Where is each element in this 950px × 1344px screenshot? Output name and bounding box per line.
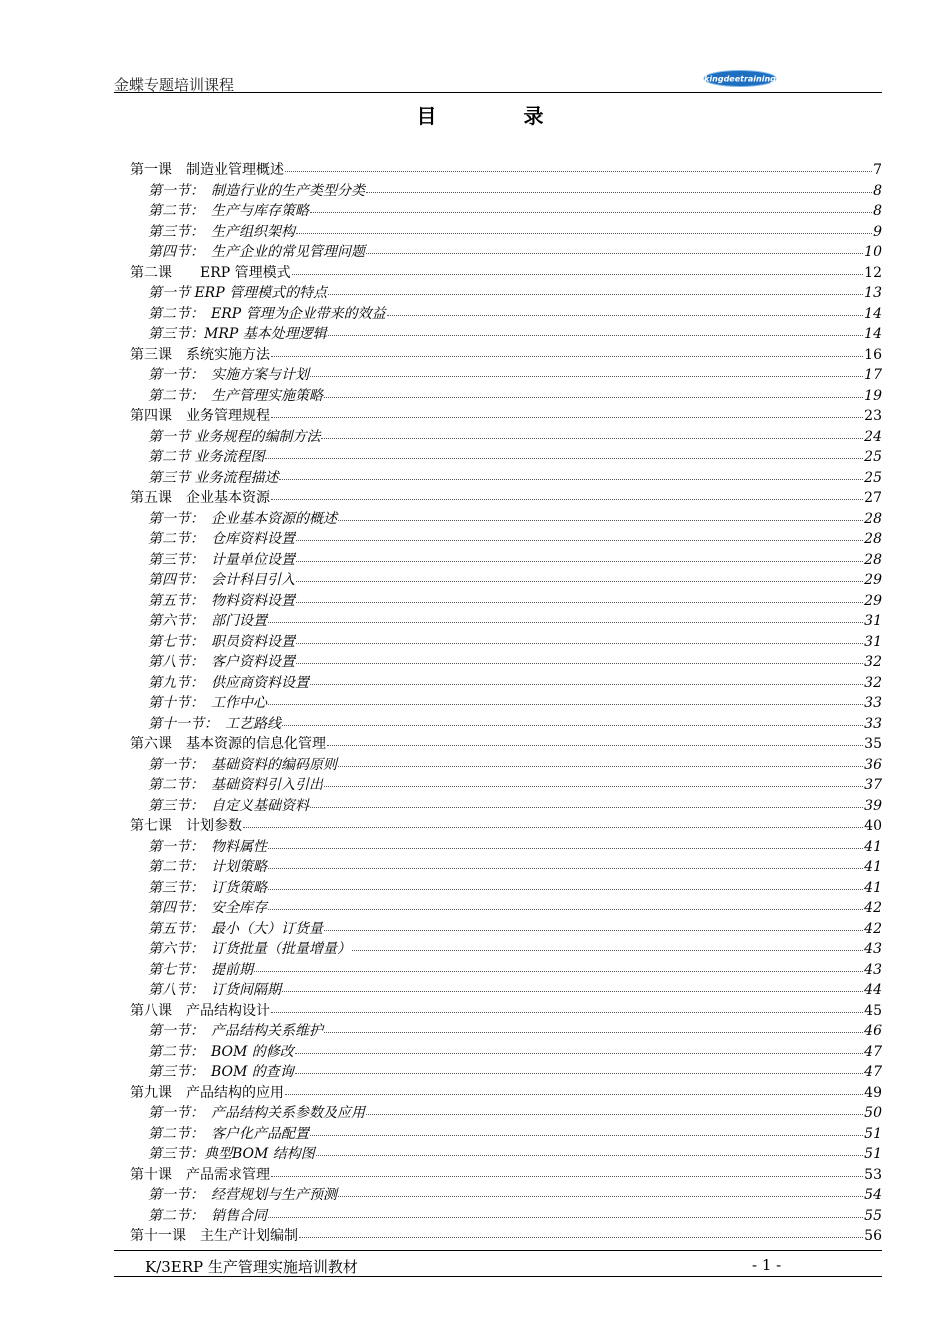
toc-entry-page: 33: [864, 715, 882, 732]
toc-entry-label: 第十一节： 工艺路线: [148, 715, 281, 732]
toc-dot-leader: [268, 1216, 863, 1218]
toc-dot-leader: [321, 437, 863, 439]
toc-dot-leader: [338, 765, 863, 767]
toc-entry-label: 第二节： BOM 的修改: [148, 1043, 294, 1060]
toc-dot-leader: [310, 683, 863, 685]
toc-dot-leader: [268, 888, 863, 890]
toc-entry-page: 54: [864, 1187, 882, 1203]
toc-entry-label: 第一节： 企业基本资源的概述: [148, 510, 337, 527]
toc-dot-leader: [271, 1175, 863, 1177]
toc-section-entry[interactable]: [130, 1021, 882, 1042]
toc-section-entry[interactable]: [130, 304, 882, 325]
toc-dot-leader: [282, 990, 863, 992]
toc-section-entry[interactable]: [130, 1042, 882, 1063]
footer-page-number: - 1 -: [752, 1256, 782, 1274]
toc-entry-page: 47: [864, 1043, 882, 1060]
toc-entry-page: 14: [864, 326, 882, 342]
toc-entry-page: 17: [864, 367, 882, 383]
toc-dot-leader: [310, 806, 863, 808]
toc-dot-leader: [324, 396, 863, 398]
footer-book-title: K/3ERP 生产管理实施培训教材: [145, 1258, 358, 1276]
toc-entry-page: 7: [873, 162, 882, 178]
toc-entry-page: 47: [864, 1064, 882, 1080]
toc-entry-label: 第七课 计划参数: [130, 818, 242, 834]
toc-dot-leader: [282, 724, 863, 726]
toc-dot-leader: [296, 580, 863, 582]
toc-section-entry[interactable]: [130, 693, 882, 714]
toc-entry-page: 56: [864, 1228, 882, 1244]
toc-entry-label: 第一节： 基础资料的编码原则: [148, 756, 337, 773]
toc-entry-label: 第二节： 计划策略: [148, 859, 267, 875]
toc-section-entry[interactable]: [130, 1103, 882, 1124]
toc-entry-label: 第七节： 提前期: [148, 961, 253, 978]
toc-dot-leader: [299, 1236, 863, 1238]
toc-section-entry[interactable]: [130, 509, 882, 530]
toc-dot-leader: [268, 867, 863, 869]
toc-entry-label: 第十一课 主生产计划编制: [130, 1228, 298, 1244]
toc-dot-leader: [271, 498, 863, 500]
toc-entry-label: 第一节： 制造行业的生产类型分类: [148, 182, 365, 199]
toc-dot-leader: [268, 621, 863, 623]
toc-entry-label: 第九节： 供应商资料设置: [148, 674, 309, 691]
toc-entry-page: 25: [864, 449, 882, 465]
toc-entry-label: 第二节 业务流程图: [148, 449, 265, 465]
toc-entry-label: 第六节： 订货批量（批量增量）: [148, 941, 351, 957]
toc-entry-label: 第一节： 物料属性: [148, 838, 267, 855]
toc-section-entry[interactable]: [130, 714, 882, 735]
toc-dot-leader: [316, 1154, 863, 1156]
toc-dot-leader: [338, 1195, 863, 1197]
toc-entry-page: 44: [864, 982, 882, 998]
toc-section-entry[interactable]: [130, 324, 882, 345]
toc-entry-label: 第二节： 基础资料引入引出: [148, 777, 323, 793]
toc-entry-label: 第二节： 仓库资料设置: [148, 531, 295, 547]
toc-entry-page: 32: [864, 654, 882, 670]
toc-entry-page: 8: [873, 203, 882, 219]
toc-section-entry[interactable]: [130, 980, 882, 1001]
toc-section-entry[interactable]: [130, 529, 882, 550]
toc-entry-label: 第一节： 产品结构关系维护: [148, 1023, 323, 1039]
toc-dot-leader: [366, 252, 863, 254]
toc-entry-page: 50: [864, 1105, 882, 1121]
toc-dot-leader: [310, 1134, 863, 1136]
toc-entry-page: 51: [864, 1146, 882, 1162]
toc-entry-page: 55: [864, 1207, 882, 1224]
toc-entry-label: 第三节 业务流程描述: [148, 469, 279, 486]
toc-dot-leader: [338, 519, 863, 521]
toc-entry-label: 第三节： BOM 的查询: [148, 1064, 294, 1080]
toc-chapter-entry[interactable]: [130, 345, 882, 366]
toc-section-entry[interactable]: [130, 1124, 882, 1145]
toc-section-entry[interactable]: [130, 1062, 882, 1083]
toc-entry-page: 42: [864, 920, 882, 937]
toc-section-entry[interactable]: [130, 1206, 882, 1227]
toc-entry-label: 第一节 ERP 管理模式的特点: [148, 285, 328, 301]
toc-entry-page: 39: [864, 797, 882, 814]
toc-entry-page: 25: [864, 469, 882, 486]
toc-section-entry[interactable]: [130, 632, 882, 653]
toc-entry-page: 45: [864, 1002, 882, 1019]
toc-dot-leader: [271, 1011, 863, 1013]
toc-dot-leader: [366, 1113, 863, 1115]
toc-entry-label: 第二节： 销售合同: [148, 1207, 267, 1224]
toc-section-entry[interactable]: [130, 857, 882, 878]
toc-entry-label: 第一节： 经营规划与生产预测: [148, 1187, 337, 1203]
toc-section-entry[interactable]: [130, 837, 882, 858]
toc-section-entry[interactable]: [130, 1185, 882, 1206]
toc-section-entry[interactable]: [130, 468, 882, 489]
toc-section-entry[interactable]: [130, 775, 882, 796]
toc-entry-page: 31: [864, 613, 882, 629]
toc-entry-page: 8: [873, 182, 882, 199]
toc-entry-page: 41: [864, 859, 882, 875]
toc-section-entry[interactable]: [130, 611, 882, 632]
toc-entry-page: 33: [864, 695, 882, 711]
toc-section-entry[interactable]: [130, 591, 882, 612]
toc-section-entry[interactable]: [130, 222, 882, 243]
toc-dot-leader: [268, 703, 863, 705]
toc-entry-page: 14: [864, 305, 882, 322]
header-course-title: 金蝶专题培训课程: [114, 76, 235, 94]
toc-section-entry[interactable]: [130, 550, 882, 571]
toc-entry-page: 36: [864, 756, 882, 773]
toc-dot-leader: [328, 293, 863, 295]
toc-section-entry[interactable]: [130, 201, 882, 222]
toc-entry-page: 16: [864, 346, 882, 363]
toc-dot-leader: [279, 478, 863, 480]
toc-section-entry[interactable]: [130, 242, 882, 263]
toc-entry-page: 23: [864, 408, 882, 424]
toc-section-entry[interactable]: [130, 919, 882, 940]
toc-entry-label: 第八节： 订货间隔期: [148, 982, 281, 998]
toc-entry-label: 第五课 企业基本资源: [130, 490, 270, 506]
toc-chapter-entry[interactable]: [130, 406, 882, 427]
toc-section-entry[interactable]: [130, 283, 882, 304]
toc-section-entry[interactable]: [130, 755, 882, 776]
toc-entry-page: 40: [864, 818, 882, 834]
toc-entry-label: 第三节： 订货策略: [148, 879, 267, 896]
toc-entry-label: 第二节： 生产与库存策略: [148, 203, 309, 219]
toc-entry-label: 第四节： 安全库存: [148, 900, 267, 916]
toc-section-entry[interactable]: [130, 181, 882, 202]
toc-dot-leader: [285, 1093, 863, 1095]
toc-dot-leader: [310, 375, 863, 377]
toc-entry-label: 第三课 系统实施方法: [130, 346, 270, 363]
toc-entry-label: 第五节： 最小（大）订货量: [148, 920, 323, 937]
kingdee-logo: [703, 69, 777, 88]
toc-entry-label: 第一节 业务规程的编制方法: [148, 428, 321, 445]
toc-section-entry[interactable]: [130, 1144, 882, 1165]
toc-chapter-entry[interactable]: [130, 1001, 882, 1022]
toc-entry-label: 第九课 产品结构的应用: [130, 1084, 284, 1101]
toc-dot-leader: [352, 949, 863, 951]
toc-dot-leader: [271, 355, 863, 357]
toc-dot-leader: [296, 642, 863, 644]
toc-entry-label: 第八节： 客户资料设置: [148, 654, 295, 670]
toc-entry-label: 第三节： 计量单位设置: [148, 551, 295, 568]
toc-section-entry[interactable]: [130, 939, 882, 960]
toc-entry-page: 43: [864, 961, 882, 978]
table-of-contents: [130, 160, 882, 1247]
toc-entry-label: 第二节： ERP 管理为企业带来的效益: [148, 305, 386, 322]
toc-dot-leader: [268, 908, 863, 910]
toc-chapter-entry[interactable]: [130, 160, 882, 181]
footer-divider: [114, 1250, 882, 1251]
toc-entry-page: 37: [864, 777, 882, 793]
toc-entry-page: 43: [864, 941, 882, 957]
toc-entry-page: 13: [864, 285, 882, 301]
toc-entry-page: 49: [864, 1084, 882, 1101]
toc-entry-label: 第一节： 实施方案与计划: [148, 367, 309, 383]
toc-dot-leader: [327, 744, 863, 746]
toc-entry-page: 29: [864, 592, 882, 609]
toc-entry-page: 35: [864, 736, 882, 752]
toc-dot-leader: [292, 273, 864, 275]
toc-entry-label: 第四节： 会计科目引入: [148, 572, 295, 588]
toc-entry-page: 31: [864, 633, 882, 650]
toc-dot-leader: [387, 314, 864, 316]
toc-entry-label: 第三节：典型BOM 结构图: [148, 1146, 315, 1162]
toc-entry-label: 第五节： 物料资料设置: [148, 592, 295, 609]
toc-entry-page: 29: [864, 572, 882, 588]
toc-entry-page: 41: [864, 838, 882, 855]
toc-section-entry[interactable]: [130, 570, 882, 591]
toc-entry-page: 53: [864, 1166, 882, 1183]
toc-entry-page: 28: [864, 551, 882, 568]
toc-entry-page: 24: [864, 428, 882, 445]
toc-entry-label: 第二节： 生产管理实施策略: [148, 387, 323, 404]
toc-chapter-entry[interactable]: [130, 734, 882, 755]
toc-entry-page: 41: [864, 879, 882, 896]
toc-entry-page: 42: [864, 900, 882, 916]
toc-section-entry[interactable]: [130, 796, 882, 817]
toc-dot-leader: [285, 170, 872, 172]
toc-entry-label: 第四课 业务管理规程: [130, 408, 270, 424]
toc-dot-leader: [324, 785, 863, 787]
toc-section-entry[interactable]: [130, 898, 882, 919]
toc-entry-label: 第十节： 工作中心: [148, 695, 267, 711]
toc-dot-leader: [268, 847, 863, 849]
toc-entry-label: 第七节： 职员资料设置: [148, 633, 295, 650]
toc-dot-leader: [243, 826, 863, 828]
toc-entry-page: 51: [864, 1125, 882, 1142]
toc-dot-leader: [296, 560, 863, 562]
toc-dot-leader: [296, 539, 863, 541]
toc-section-entry[interactable]: [130, 652, 882, 673]
toc-entry-page: 27: [864, 490, 882, 506]
toc-entry-page: 10: [864, 244, 882, 260]
toc-entry-page: 19: [864, 387, 882, 404]
toc-dot-leader: [295, 1052, 863, 1054]
toc-entry-label: 第四节： 生产企业的常见管理问题: [148, 244, 365, 260]
toc-entry-label: 第二节： 客户化产品配置: [148, 1125, 309, 1142]
logo-text: kingdeetraining: [704, 74, 776, 84]
toc-entry-label: 第三节： 生产组织架构: [148, 223, 295, 240]
toc-dot-leader: [296, 662, 863, 664]
toc-dot-leader: [296, 232, 872, 234]
toc-entry-page: 46: [864, 1023, 882, 1039]
toc-chapter-entry[interactable]: [130, 1226, 882, 1247]
toc-entry-label: 第三节： 自定义基础资料: [148, 797, 309, 814]
toc-entry-page: 28: [864, 531, 882, 547]
toc-entry-label: 第十课 产品需求管理: [130, 1166, 270, 1183]
toc-dot-leader: [324, 1031, 863, 1033]
toc-chapter-entry[interactable]: [130, 263, 882, 284]
toc-entry-page: 9: [873, 223, 882, 240]
header-divider: [114, 92, 882, 93]
page-title: 目 录: [416, 104, 584, 128]
toc-section-entry[interactable]: [130, 960, 882, 981]
toc-dot-leader: [366, 191, 872, 193]
toc-dot-leader: [254, 970, 863, 972]
toc-dot-leader: [296, 601, 863, 603]
toc-entry-page: 12: [864, 264, 882, 281]
toc-section-entry[interactable]: [130, 365, 882, 386]
toc-entry-label: 第六节： 部门设置: [148, 613, 267, 629]
toc-dot-leader: [271, 416, 863, 418]
toc-chapter-entry[interactable]: [130, 1083, 882, 1104]
toc-dot-leader: [295, 1072, 863, 1074]
toc-entry-label: 第六课 基本资源的信息化管理: [130, 736, 326, 752]
toc-entry-label: 第一节： 产品结构关系参数及应用: [148, 1105, 365, 1121]
toc-entry-page: 32: [864, 674, 882, 691]
toc-chapter-entry[interactable]: [130, 816, 882, 837]
toc-chapter-entry[interactable]: [130, 488, 882, 509]
toc-section-entry[interactable]: [130, 673, 882, 694]
toc-entry-label: 第三节：MRP 基本处理逻辑: [148, 326, 327, 342]
toc-dot-leader: [310, 211, 872, 213]
toc-dot-leader: [324, 929, 863, 931]
toc-section-entry[interactable]: [130, 447, 882, 468]
toc-dot-leader: [265, 457, 863, 459]
toc-entry-label: 第一课 制造业管理概述: [130, 162, 284, 178]
toc-entry-page: 28: [864, 510, 882, 527]
toc-dot-leader: [328, 334, 863, 336]
toc-chapter-entry[interactable]: [130, 1165, 882, 1186]
toc-section-entry[interactable]: [130, 878, 882, 899]
toc-entry-label: 第八课 产品结构设计: [130, 1002, 270, 1019]
toc-section-entry[interactable]: [130, 427, 882, 448]
footer-bottom-divider: [114, 1276, 882, 1277]
toc-entry-label: 第二课 ERP 管理模式: [130, 264, 291, 281]
toc-section-entry[interactable]: [130, 386, 882, 407]
